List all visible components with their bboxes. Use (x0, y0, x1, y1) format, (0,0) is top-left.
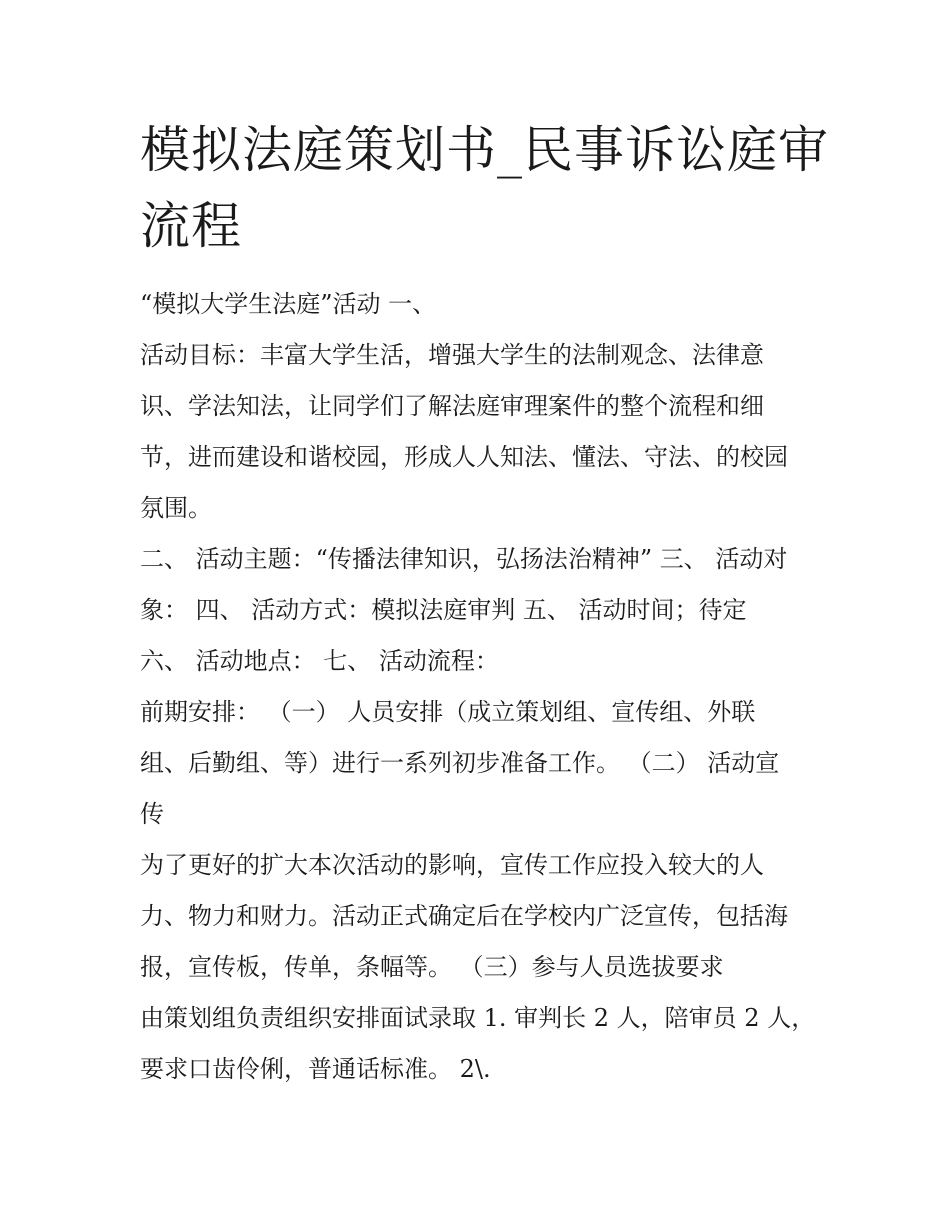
body-line: 报，宣传板，传单，条幅等。 （三）参与人员选拔要求 (140, 953, 724, 981)
body-line: 活动目标：丰富大学生活，增强大学生的法制观念、法律意 (140, 341, 764, 369)
body-line: 氛围。 (140, 494, 212, 522)
title-line: 流程 (140, 197, 242, 255)
body-line: 传 (140, 800, 164, 828)
body-line: 为了更好的扩大本次活动的影响，宣传工作应投入较大的人 (140, 851, 764, 879)
body-line: 组、后勤组、等）进行一系列初步准备工作。 （二） 活动宣 (140, 749, 780, 777)
body-line: 要求口齿伶俐，普通话标准。 2\. (140, 1055, 491, 1083)
document-body (140, 279, 830, 1095)
title-line: 模拟法庭策划书_民事诉讼庭审 (140, 121, 829, 179)
body-line: 节，进而建设和谐校园，形成人人知法、懂法、守法、的校园 (140, 443, 788, 471)
body-line: 力、物力和财力。活动正式确定后在学校内广泛宣传，包括海 (140, 902, 788, 930)
body-line: 二、 活动主题：“传播法律知识，弘扬法治精神” 三、 活动对 (140, 545, 788, 573)
body-line: 六、 活动地点： 七、 活动流程： (140, 647, 499, 675)
body-line: 由策划组负责组织安排面试录取 1. 审判长 2 人，陪审员 2 人， (140, 1004, 816, 1032)
body-line: 识、学法知法，让同学们了解法庭审理案件的整个流程和细 (140, 392, 764, 420)
document-title (140, 112, 830, 264)
body-line: 前期安排： （一） 人员安排（成立策划组、宣传组、外联 (140, 698, 756, 726)
body-line: 象： 四、 活动方式：模拟法庭审判 五、 活动时间；待定 (140, 596, 747, 624)
body-line: “模拟大学生法庭”活动 一、 (140, 290, 437, 318)
